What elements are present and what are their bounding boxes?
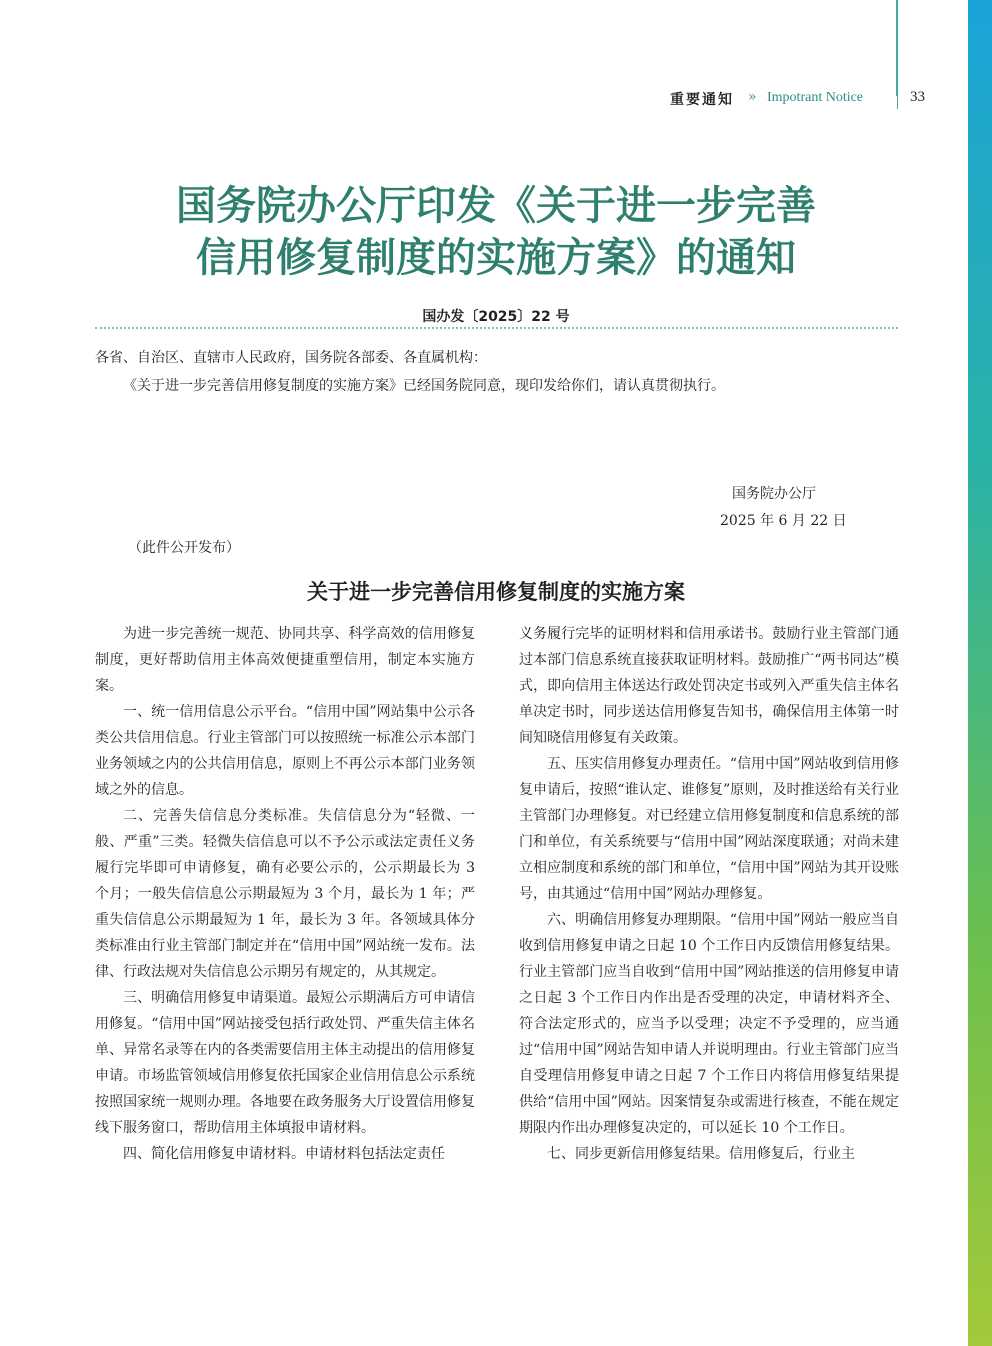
paragraph: 五、压实信用修复办理责任。“信用中国”网站收到信用修复申请后，按照“谁认定、谁修复”原则，及时推送给有关行业主管部门办理修复。对已经建立信用修复制度和信息系统的部门和单位，有关系统要与“信用中国”网站深度联通；对尚未建立相应制度和系统的部门和单位，“信用中国”网站为其开设账号，由其通过“信用中国”网站办理修复。 bbox=[519, 756, 899, 902]
notice-title-line2: 信用修复制度的实施方案》的通知 bbox=[196, 234, 796, 281]
paragraph-continued: 义务履行完毕的证明材料和信用承诺书。鼓励行业主管部门通过本部门信息系统直接获取证明材料。鼓励推广“两书同达”模式，即向信用主体送达行政处罚决定书或列入严重失信主体名单决定书时，同步送达信用修复告知书，确保信用主体第一时间知晓信用修复有关政策。 bbox=[519, 626, 899, 746]
page-header bbox=[600, 89, 930, 111]
right-column bbox=[519, 621, 899, 1167]
section-name-en: Impotrant Notice bbox=[767, 90, 864, 105]
issuer-name: 国务院办公厅 bbox=[732, 486, 816, 502]
paragraph: 七、同步更新信用修复结果。信用修复后，行业主 bbox=[547, 1146, 855, 1162]
paragraph: 三、明确信用修复申请渠道。最短公示期满后方可申请信用修复。“信用中国”网站接受包括行政处罚、严重失信主体名单、异常名录等在内的各类需要信用主体主动提出的信用修复申请。市场监管领域信用修复依托国家企业信用信息公示系统按照国家统一规则办理。各地要在政务服务大厅设置信用修复线下服务窗口，帮助信用主体填报申请材料。 bbox=[95, 990, 475, 1136]
double-chevron-icon: » bbox=[748, 89, 757, 105]
paragraph: 二、完善失信信息分类标准。失信信息分为“轻微、一般、严重”三类。轻微失信信息可以不予公示或法定责任义务履行完毕即可申请修复，确有必要公示的，公示期最长为 3 个月；一般失信信息公示期最短为 3 个月，最长为 1 年；严重失信信息公示期最短为 1 年，最长为 3 年。各领域具体分类标准由行业主管部门制定并在“信用中国”网站统一发布。法律、行政法规对失信信息公示期另有规定的，从其规定。 bbox=[95, 808, 475, 980]
decorative-gradient-bar bbox=[968, 0, 992, 1346]
header-vertical-rule bbox=[896, 0, 898, 96]
header-divider bbox=[897, 87, 898, 109]
paragraph: 为进一步完善统一规范、协同共享、科学高效的信用修复制度，更好帮助信用主体高效便捷重塑信用，制定本实施方案。 bbox=[95, 626, 475, 694]
document-number: 国办发〔2025〕22 号 bbox=[422, 309, 570, 325]
plan-title: 关于进一步完善信用修复制度的实施方案 bbox=[307, 580, 685, 604]
page-number: 33 bbox=[910, 89, 925, 105]
section-name-cn: 重要通知 bbox=[670, 92, 734, 108]
paragraph: 四、简化信用修复申请材料。申请材料包括法定责任 bbox=[123, 1146, 445, 1162]
notice-title-line1: 国务院办公厅印发《关于进一步完善 bbox=[176, 182, 816, 229]
dotted-divider bbox=[95, 327, 898, 329]
intro-body: 《关于进一步完善信用修复制度的实施方案》已经国务院同意，现印发给你们，请认真贯彻执行。 bbox=[123, 378, 725, 394]
issue-date: 2025 年 6 月 22 日 bbox=[720, 513, 847, 529]
left-column bbox=[95, 621, 475, 1167]
addressee-line: 各省、自治区、直辖市人民政府，国务院各部委、各直属机构： bbox=[95, 350, 487, 366]
paragraph: 一、统一信用信息公示平台。“信用中国”网站集中公示各类公共信用信息。行业主管部门可以按照统一标准公示本部门业务领域之内的公共信用信息，原则上不再公示本部门业务领域之外的信息。 bbox=[95, 704, 475, 798]
publish-note: （此件公开发布） bbox=[128, 540, 240, 556]
paragraph: 六、明确信用修复办理期限。“信用中国”网站一般应当自收到信用修复申请之日起 10 个工作日内反馈信用修复结果。行业主管部门应当自收到“信用中国”网站推送的信用修复申请之日起 3 个工作日内作出是否受理的决定，申请材料齐全、符合法定形式的，应当予以受理；决定不予受理的，应当通过“信用中国”网站告知申请人并说明理由。行业主管部门应当自受理信用修复申请之日起 7 个工作日内将信用修复结果提供给“信用中国”网站。因案情复杂或需进行核查，不能在规定期限内作出办理修复决定的，可以延长 10 个工作日。 bbox=[519, 912, 899, 1136]
notice-title bbox=[80, 180, 912, 284]
